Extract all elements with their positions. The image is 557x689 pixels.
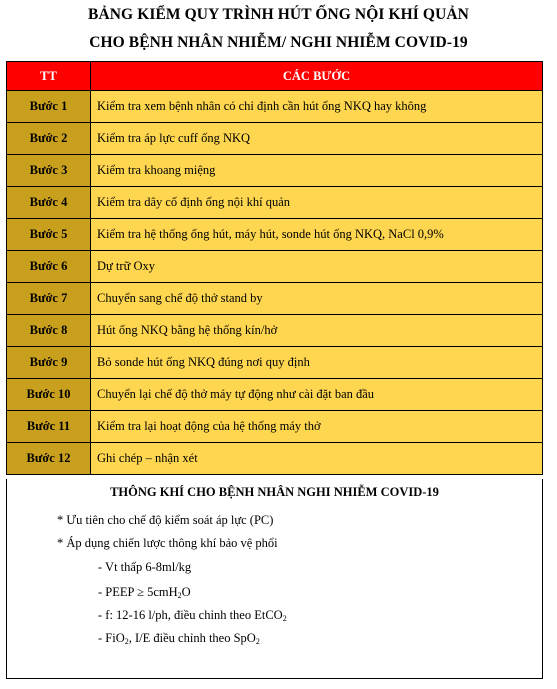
note-sub-vt: - Vt thấp 6-8ml/kg [98,560,192,574]
step-number: Bước 11 [7,411,91,443]
peep-text-end: O [181,585,191,599]
table-row [7,155,543,187]
step-text: Kiểm tra lại hoạt động của hệ thống máy thở [91,411,543,443]
procedure-table [6,61,543,475]
step-text: Chuyển lại chế độ thở máy tự động như cài đặt ban đầu [91,379,543,411]
step-text: Ghi chép – nhận xét [91,443,543,475]
table-row [7,443,543,475]
fio-text: - FiO [98,631,125,645]
note-sub-peep [98,585,191,600]
step-number: Bước 6 [7,251,91,283]
step-number: Bước 7 [7,283,91,315]
step-text: Kiểm tra khoang miệng [91,155,543,187]
step-number: Bước 2 [7,123,91,155]
peep-subscript: 2 [177,591,182,600]
header-tt: TT [7,62,91,91]
table-row [7,347,543,379]
header-steps: CÁC BƯỚC [91,62,543,91]
step-text: Kiểm tra hệ thống ống hút, máy hút, sonde hút ống NKQ, NaCl 0,9% [91,219,543,251]
step-text: Chuyển sang chế độ thở stand by [91,283,543,315]
table-row [7,315,543,347]
table-row [7,251,543,283]
ventilation-notes-box [6,479,543,679]
step-text: Kiểm tra áp lực cuff ống NKQ [91,123,543,155]
note-bullet-lung-protective: * Áp dụng chiến lược thông khí bảo vệ phổi [57,536,278,550]
note-sub-frequency [98,608,287,623]
step-text: Bỏ sonde hút ống NKQ đúng nơi quy định [91,347,543,379]
table-header-row [7,62,543,91]
note-bullet-pc-mode: * Ưu tiên cho chế độ kiểm soát áp lực (PC) [57,513,274,527]
frequency-text: - f: 12-16 l/ph, điều chỉnh theo EtCO [98,608,283,622]
step-number: Bước 9 [7,347,91,379]
step-number: Bước 3 [7,155,91,187]
step-number: Bước 1 [7,91,91,123]
table-row [7,283,543,315]
step-text: Hút ống NKQ bằng hệ thống kín/hở [91,315,543,347]
document-title-line-1: BẢNG KIỂM QUY TRÌNH HÚT ỐNG NỘI KHÍ QUẢN [88,6,469,23]
spo-text: , I/E điều chỉnh theo SpO [128,631,256,645]
step-number: Bước 12 [7,443,91,475]
note-sub-fio2 [98,631,260,646]
table-row [7,411,543,443]
step-number: Bước 5 [7,219,91,251]
step-text: Dự trữ Oxy [91,251,543,283]
peep-text: - PEEP ≥ 5cmH [98,585,178,599]
table-row [7,123,543,155]
fio-subscript: 2 [124,637,129,646]
spo-subscript: 2 [255,637,260,646]
step-number: Bước 10 [7,379,91,411]
table-row [7,91,543,123]
step-text: Kiểm tra xem bệnh nhân có chỉ định cần hút ống NKQ hay không [91,91,543,123]
document-title-line-2: CHO BỆNH NHÂN NHIỄM/ NGHI NHIỄM COVID-19 [89,34,468,51]
step-number: Bước 4 [7,187,91,219]
table-row [7,219,543,251]
table-row [7,379,543,411]
step-number: Bước 8 [7,315,91,347]
step-text: Kiểm tra dây cố định ống nội khí quản [91,187,543,219]
frequency-subscript: 2 [282,614,287,623]
table-row [7,187,543,219]
notes-title: THÔNG KHÍ CHO BỆNH NHÂN NGHI NHIỄM COVID-19 [110,485,439,499]
